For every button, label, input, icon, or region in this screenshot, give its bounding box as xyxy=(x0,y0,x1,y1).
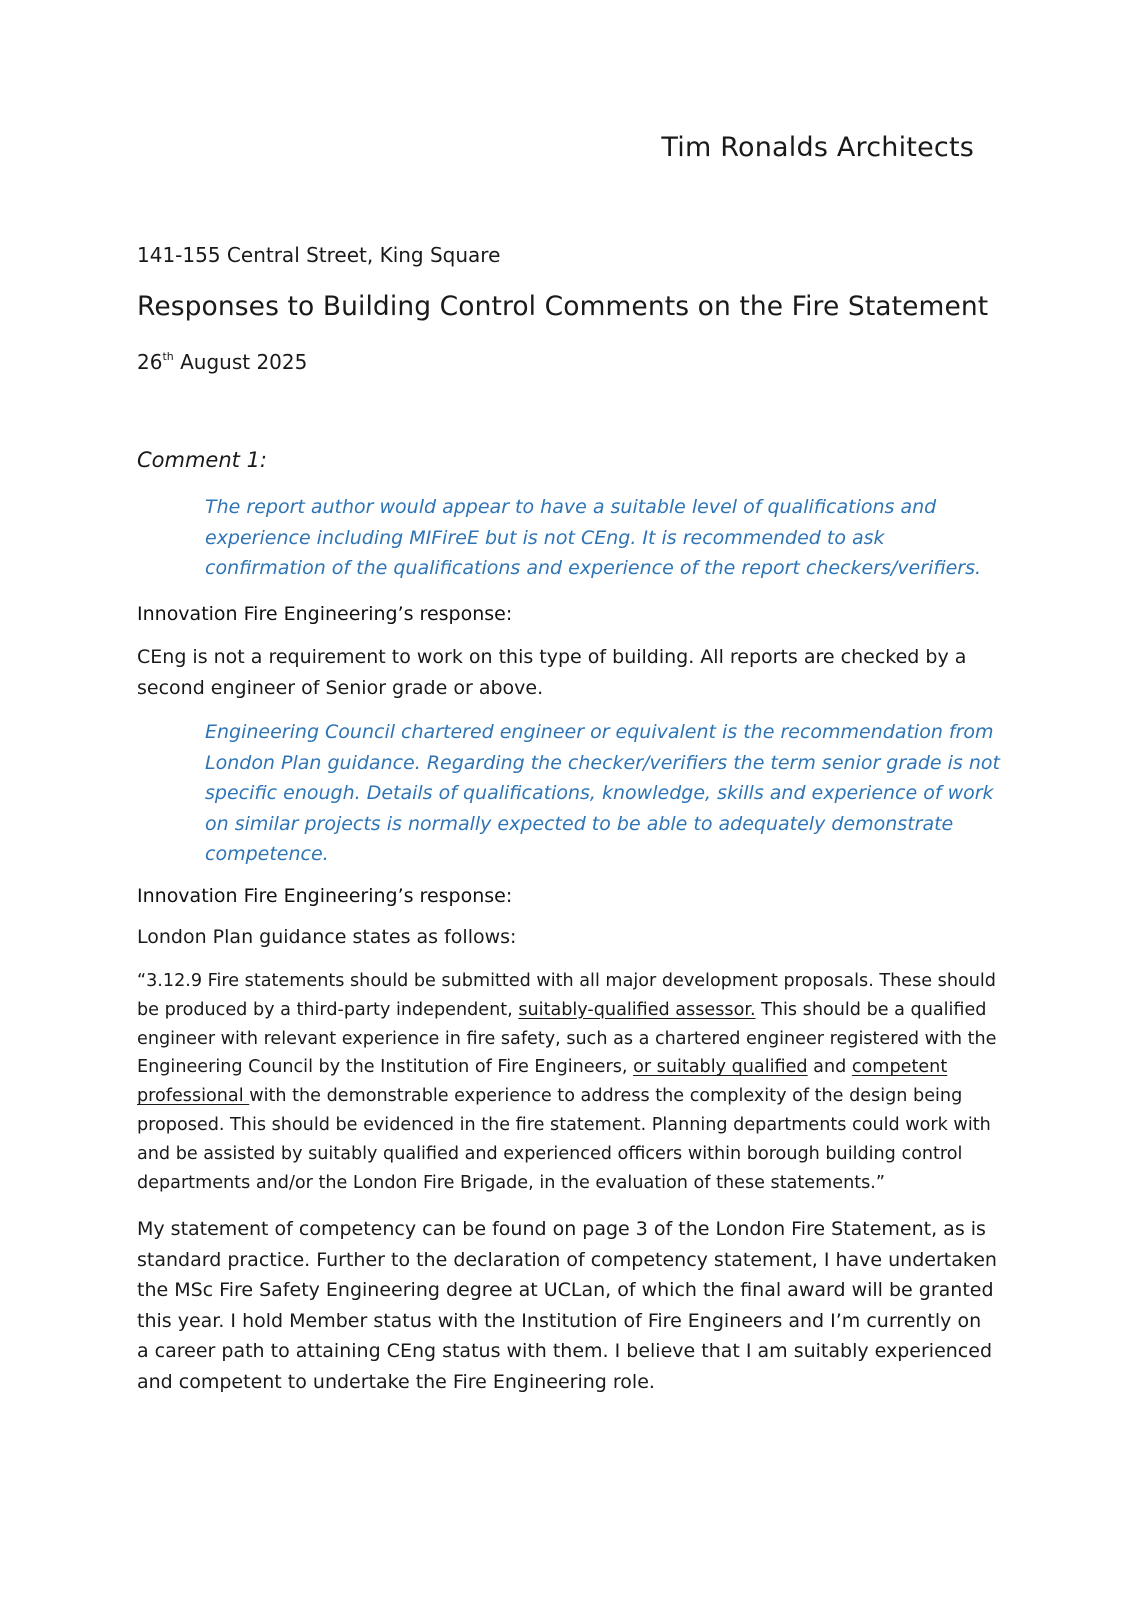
firm-name: Tim Ronalds Architects xyxy=(661,132,974,163)
response-heading-1: Innovation Fire Engineering’s response: xyxy=(137,603,513,625)
london-plan-quote xyxy=(137,967,997,1197)
building-control-comment-2: Engineering Council chartered engineer or equivalent is the recommendation from London Plan guidance. Regarding the checker/verifiers the term senior grade is not specific enough. Details of qualifications, knowledge, skills and experience of work on similar projects is normally expected to be able to adequately demonstrate competence. xyxy=(205,721,1000,865)
project-address: 141-155 Central Street, King Square xyxy=(137,243,501,267)
quote-text-1: “3.12.9 Fire statements should be submitted with all major development proposals. These should be produced by a third-party independent, xyxy=(137,971,996,1020)
response-intro: London Plan guidance states as follows: xyxy=(137,926,517,948)
comment-heading: Comment 1: xyxy=(137,448,267,472)
date-month-year: August 2025 xyxy=(173,350,308,374)
quote-underline-assessor: suitably-qualified assessor. xyxy=(518,999,756,1020)
date-suffix: th xyxy=(162,350,174,363)
building-control-comment-1: The report author would appear to have a suitable level of qualifications and experience including MIFireE but is not CEng. It is recommended to ask confirmation of the qualifications and experience of the report checkers/verifiers. xyxy=(205,496,982,579)
document-date xyxy=(137,350,307,374)
quote-text-3: and xyxy=(807,1057,852,1078)
response-heading-2: Innovation Fire Engineering’s response: xyxy=(137,885,513,907)
quote-text-4: with the demonstrable experience to address the complexity of the design being proposed. This should be evidenced in the fire statement. Planning departments could work with and be assisted by suitably qualified and experienced officers within borough building control departments and/or the London Fire Brigade, in the evaluation of these statements.” xyxy=(137,1086,991,1193)
document-title: Responses to Building Control Comments on the Fire Statement xyxy=(137,291,989,322)
quote-underline-competent: competent professional xyxy=(137,1057,948,1107)
quote-text-2: This should be a qualified engineer with relevant experience in fire safety, such as a chartered engineer registered with the Engineering Council by the Institution of Fire Engineers, xyxy=(137,999,997,1078)
quote-underline-qualified: or suitably qualified xyxy=(633,1057,808,1078)
response-paragraph-1: CEng is not a requirement to work on this type of building. All reports are checked by a second engineer of Senior grade or above. xyxy=(137,646,967,699)
competency-statement: My statement of competency can be found on page 3 of the London Fire Statement, as is standard practice. Further to the declaration of competency statement, I have undertaken the MSc Fire Safety Engineering degree at UCLan, of which the final award will be granted this year. I hold Member status with the Institution of Fire Engineers and I’m currently on a career path to attaining CEng status with them. I believe that I am suitably experienced and competent to undertake the Fire Engineering role. xyxy=(137,1218,997,1393)
date-day: 26 xyxy=(137,350,163,374)
